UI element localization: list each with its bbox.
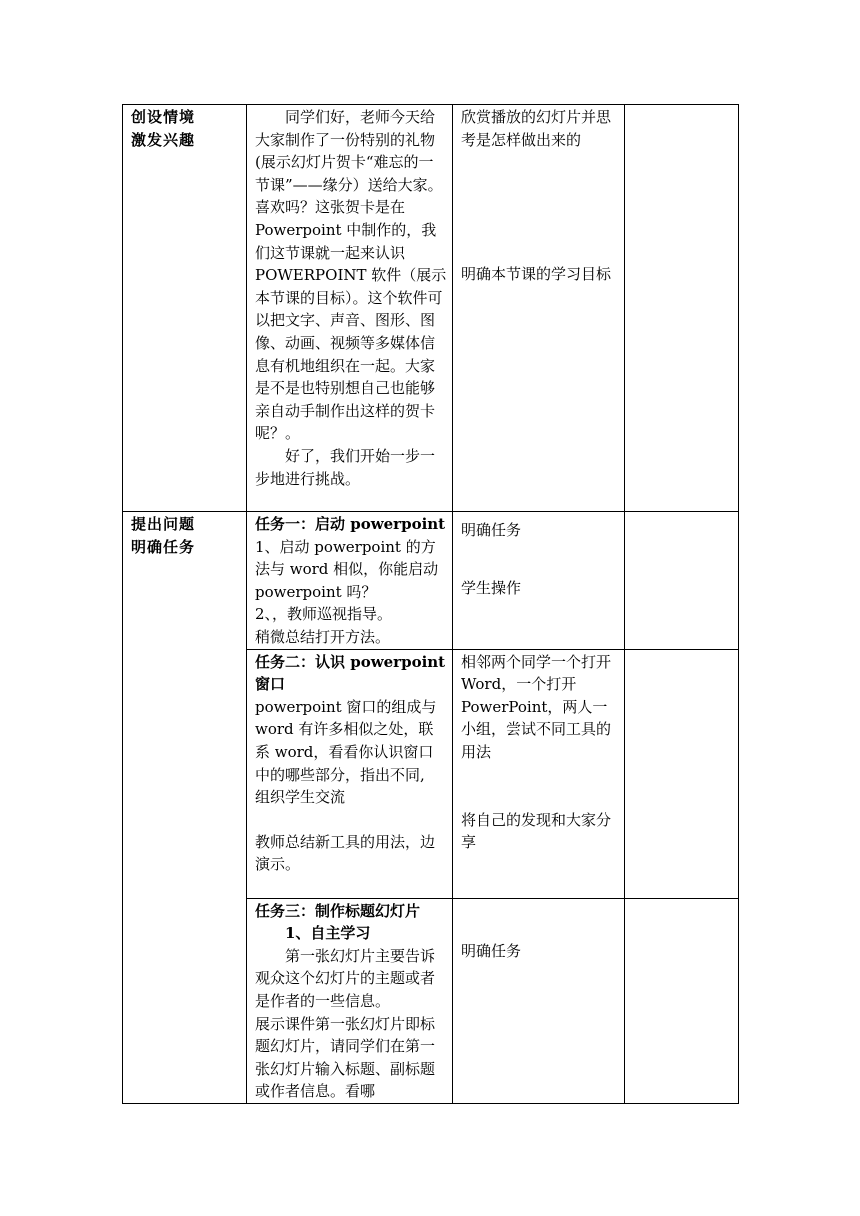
student-activity-cell [453, 649, 625, 898]
notes-cell [625, 649, 739, 898]
teacher-paragraph: 1、启动 powerpoint 的方法与 word 相似，你能启动 powerpoint 吗？ [255, 537, 439, 601]
teacher-paragraph: 同学们好，老师今天给大家制作了一份特别的礼物(展示幻灯片贺卡“难忘的一节课”——缘分）送给大家。喜欢吗？这张贺卡是在 Powerpoint 中制作的，我们这节课就一起来认识 POWERPOINT 软件（展示本节课的目标）。这个软件可以把文字、声音、图形、图像、动画、视频等多媒体信息有机地组织在一起。大家是不是也特别想自己也能够亲自动手制作出这样的贺卡呢？。 [255, 108, 447, 443]
student-activity-cell [453, 105, 625, 512]
student-activity-cell [453, 512, 625, 650]
notes-cell [625, 898, 739, 1103]
teacher-activity-cell [247, 898, 453, 1103]
student-paragraph: 明确本节课的学习目标 [461, 265, 612, 284]
task-title: 任务二：认识 powerpoint 窗口 [255, 652, 446, 694]
table-row [123, 105, 739, 512]
student-paragraph: 欣赏播放的幻灯片并思考是怎样做出来的 [461, 108, 612, 149]
stage-cell [123, 512, 247, 1104]
student-paragraph: 将自己的发现和大家分享 [461, 810, 612, 852]
teacher-paragraph: 好了，我们开始一步一步地进行挑战。 [255, 446, 436, 488]
student-paragraph: 明确任务 [461, 941, 522, 960]
teacher-paragraph: 教师总结新工具的用法，边演示。 [255, 832, 436, 874]
teacher-paragraph: 稍微总结打开方法。 [255, 627, 391, 646]
teacher-paragraph: powerpoint 窗口的组成与 word 有许多相似之处，联系 word，看看你认识窗口中的哪些部分，指出不同, [255, 697, 437, 784]
teacher-activity-cell [247, 649, 453, 898]
teacher-paragraph: 第一张幻灯片主要告诉观众这个幻灯片的主题或者是作者的一些信息。 [255, 946, 436, 1010]
student-paragraph: 相邻两个同学一个打开 Word，一个打开 PowerPoint，两人一小组，尝试不同工具的用法 [461, 652, 612, 761]
table-row [123, 512, 739, 650]
teacher-paragraph: 组织学生交流 [255, 788, 346, 807]
teacher-paragraph: 2、，教师巡视指导。 [255, 605, 393, 624]
stage-cell [123, 105, 247, 512]
task-title: 任务一：启动 powerpoint [255, 515, 446, 533]
stage-line: 提出问题 [131, 515, 196, 533]
task-subtitle: 1、自主学习 [285, 924, 371, 943]
stage-line: 创设情境 [131, 108, 196, 126]
notes-cell [625, 512, 739, 650]
student-paragraph: 学生操作 [461, 578, 522, 597]
teacher-paragraph: 展示课件第一张幻灯片即标题幻灯片，请同学们在第一张幻灯片输入标题、副标题或作者信息。看哪 [255, 1014, 436, 1101]
teacher-activity-cell [247, 105, 453, 512]
student-activity-cell [453, 898, 625, 1103]
notes-cell [625, 105, 739, 512]
student-paragraph: 明确任务 [461, 521, 522, 539]
stage-line: 明确任务 [131, 537, 196, 556]
lesson-plan-table [122, 104, 739, 1104]
teacher-activity-cell [247, 512, 453, 650]
task-title: 任务三：制作标题幻灯片 [255, 901, 421, 920]
stage-line: 激发兴趣 [131, 130, 196, 149]
